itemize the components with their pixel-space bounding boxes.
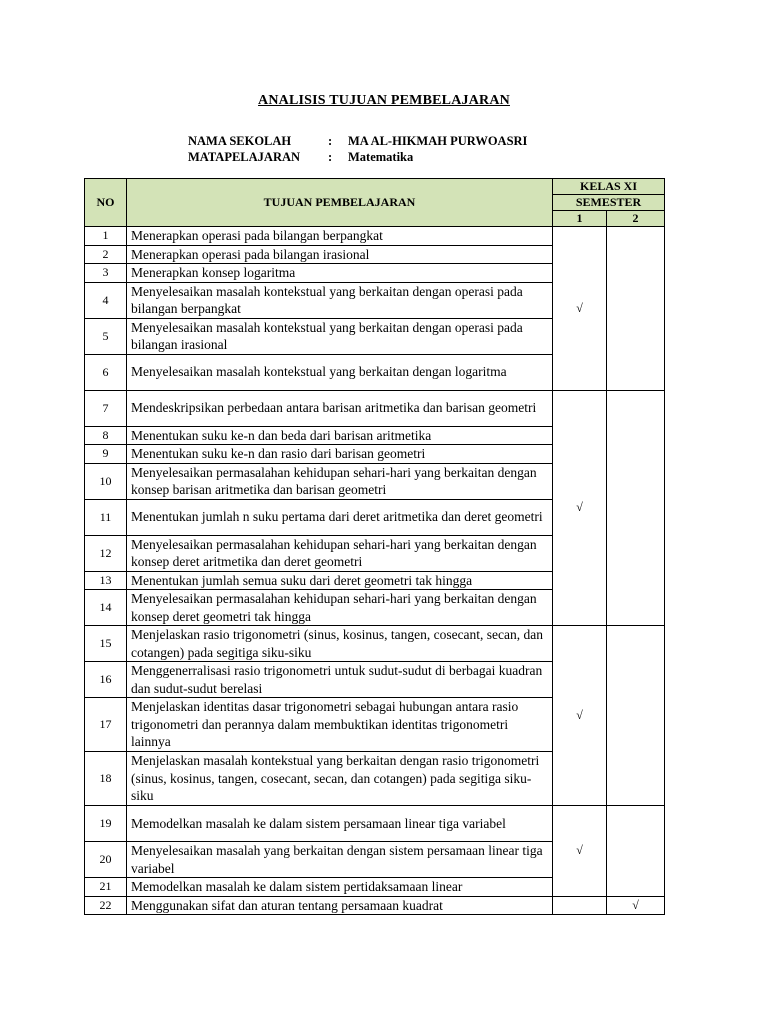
row-text: Menyelesaikan masalah kontekstual yang berkaitan dengan logaritma	[127, 354, 553, 390]
row-number: 1	[85, 227, 127, 246]
semester-2-cell	[607, 626, 665, 806]
school-label: NAMA SEKOLAH	[188, 134, 292, 148]
table-row	[85, 227, 665, 246]
row-number: 12	[85, 535, 127, 571]
row-number: 7	[85, 390, 127, 426]
row-text: Mendeskripsikan perbedaan antara barisan aritmetika dan barisan geometri	[127, 390, 553, 426]
row-number: 17	[85, 698, 127, 752]
semester-2-cell	[607, 227, 665, 391]
row-text: Menerapkan operasi pada bilangan berpangkat	[127, 227, 553, 246]
school-value: MA AL-HIKMAH PURWOASRI	[348, 134, 528, 148]
semester-1-cell: √	[553, 806, 607, 897]
table-row	[85, 390, 665, 426]
row-text: Menyelesaikan permasalahan kehidupan sehari-hari yang berkaitan dengan konsep deret geometri tak hingga	[127, 590, 553, 626]
row-text: Menentukan suku ke-n dan rasio dari barisan geometri	[127, 445, 553, 464]
row-number: 9	[85, 445, 127, 464]
row-text: Menyelesaikan masalah kontekstual yang berkaitan dengan operasi pada bilangan berpangkat	[127, 282, 553, 318]
row-text: Menjelaskan masalah kontekstual yang berkaitan dengan rasio trigonometri (sinus, kosinus, tangen, cosecant, secan, dan cotangen) pada segitiga siku-siku	[127, 752, 553, 806]
row-text: Menerapkan konsep logaritma	[127, 264, 553, 283]
row-number: 3	[85, 264, 127, 283]
subject-colon: :	[328, 150, 333, 164]
header-no: NO	[85, 179, 127, 227]
table-row	[85, 626, 665, 662]
table-body	[85, 227, 665, 915]
semester-1-cell: √	[553, 227, 607, 391]
row-text: Menggunakan sifat dan aturan tentang persamaan kuadrat	[127, 896, 553, 915]
row-text: Menerapkan operasi pada bilangan irasional	[127, 245, 553, 264]
row-text: Menentukan suku ke-n dan beda dari barisan aritmetika	[127, 426, 553, 445]
row-text: Menjelaskan identitas dasar trigonometri sebagai hubungan antara rasio trigonometri dan perannya dalam membuktikan identitas trigonometri lainnya	[127, 698, 553, 752]
info-block	[188, 133, 527, 165]
school-colon: :	[328, 134, 333, 148]
header-semester-1: 1	[553, 211, 607, 227]
semester-1-cell	[553, 896, 607, 915]
subject-label: MATAPELAJARAN	[188, 150, 301, 164]
semester-2-cell	[607, 806, 665, 897]
row-number: 14	[85, 590, 127, 626]
row-number: 22	[85, 896, 127, 915]
row-text: Menyelesaikan permasalahan kehidupan sehari-hari yang berkaitan dengan konsep barisan aritmetika dan barisan geometri	[127, 463, 553, 499]
table-row	[85, 896, 665, 915]
row-number: 13	[85, 571, 127, 590]
info-row-subject	[188, 149, 527, 165]
header-semester-2: 2	[607, 211, 665, 227]
row-number: 6	[85, 354, 127, 390]
row-text: Menentukan jumlah n suku pertama dari deret aritmetika dan deret geometri	[127, 499, 553, 535]
row-text: Menggenerralisasi rasio trigonometri untuk sudut-sudut di berbagai kuadran dan sudut-sudut berelasi	[127, 662, 553, 698]
row-number: 21	[85, 878, 127, 897]
row-number: 8	[85, 426, 127, 445]
header-tujuan: TUJUAN PEMBELAJARAN	[127, 179, 553, 227]
row-number: 15	[85, 626, 127, 662]
learning-objectives-table	[84, 178, 665, 915]
row-number: 5	[85, 318, 127, 354]
row-text: Menentukan jumlah semua suku dari deret geometri tak hingga	[127, 571, 553, 590]
row-text: Menyelesaikan masalah kontekstual yang berkaitan dengan operasi pada bilangan irasional	[127, 318, 553, 354]
row-number: 11	[85, 499, 127, 535]
row-number: 10	[85, 463, 127, 499]
semester-1-cell: √	[553, 390, 607, 626]
table-row	[85, 806, 665, 842]
row-text: Memodelkan masalah ke dalam sistem persamaan linear tiga variabel	[127, 806, 553, 842]
row-number: 18	[85, 752, 127, 806]
row-text: Menjelaskan rasio trigonometri (sinus, kosinus, tangen, cosecant, secan, dan cotangen) pada segitiga siku-siku	[127, 626, 553, 662]
row-number: 2	[85, 245, 127, 264]
row-text: Menyelesaikan permasalahan kehidupan sehari-hari yang berkaitan dengan konsep deret aritmetika dan deret geometri	[127, 535, 553, 571]
semester-2-cell	[607, 390, 665, 626]
row-number: 20	[85, 842, 127, 878]
subject-value: Matematika	[348, 150, 414, 164]
row-number: 4	[85, 282, 127, 318]
document-title: ANALISIS TUJUAN PEMBELAJARAN	[258, 93, 510, 108]
semester-2-cell: √	[607, 896, 665, 915]
semester-1-cell: √	[553, 626, 607, 806]
info-row-school	[188, 133, 527, 149]
row-number: 19	[85, 806, 127, 842]
header-kelas: KELAS XI	[553, 179, 665, 195]
row-text: Memodelkan masalah ke dalam sistem pertidaksamaan linear	[127, 878, 553, 897]
header-semester: SEMESTER	[553, 195, 665, 211]
row-text: Menyelesaikan masalah yang berkaitan dengan sistem persamaan linear tiga variabel	[127, 842, 553, 878]
row-number: 16	[85, 662, 127, 698]
